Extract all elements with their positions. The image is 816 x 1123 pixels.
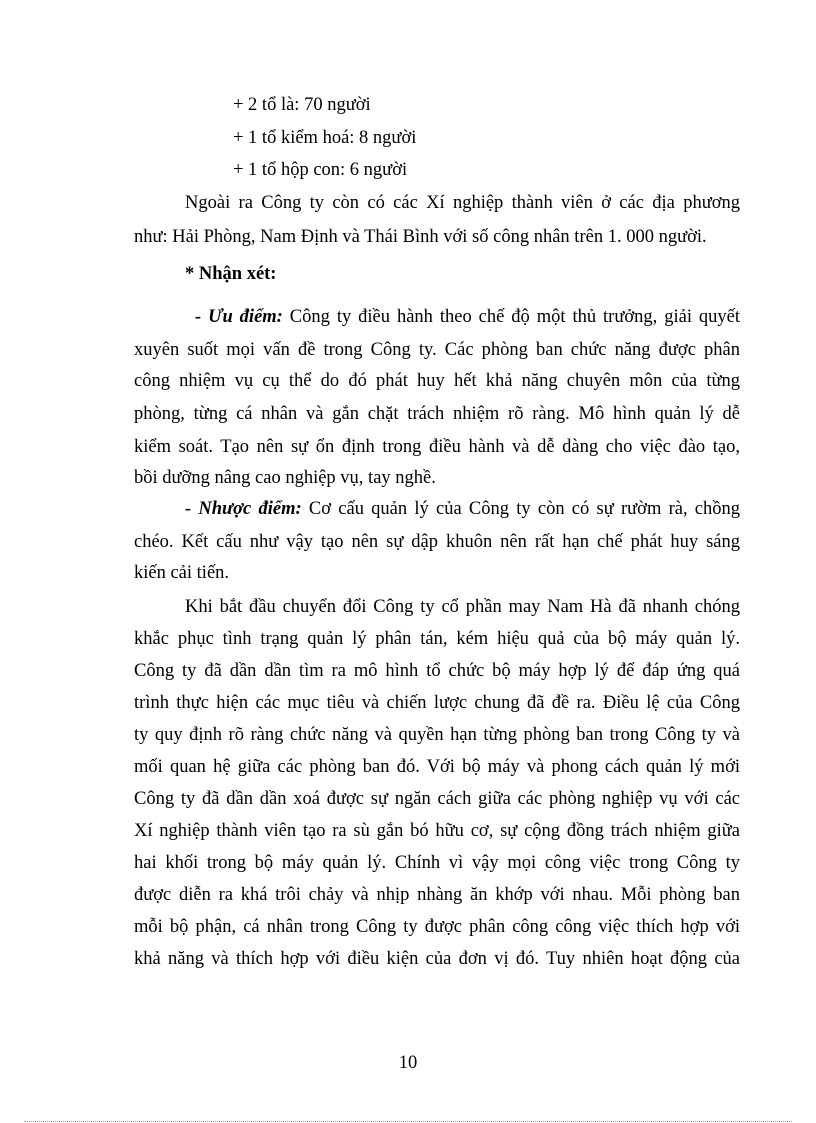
remark-heading: * Nhận xét: xyxy=(185,264,277,284)
advantage-label: - Ưu điểm: xyxy=(195,307,283,327)
paragraph-line: Công ty đã dần dần tìm ra mô hình tổ chức bộ máy hợp lý để đáp ứng quá xyxy=(134,661,740,681)
list-item: + 1 tổ hộp con: 6 người xyxy=(233,160,408,180)
paragraph-line: công nhiệm vụ cụ thể do đó phát huy hết khả năng chuyên môn của từng xyxy=(134,371,740,391)
paragraph-line: Công ty đã dần dần xoá được sự ngăn cách giữa các phòng nghiệp vụ với các xyxy=(134,789,740,809)
advantage-first-line xyxy=(195,306,740,328)
paragraph-line: như: Hải Phòng, Nam Định và Thái Bình với số công nhân trên 1. 000 người. xyxy=(134,227,707,247)
disadvantage-first-line xyxy=(185,498,740,520)
paragraph-line: Khi bắt đầu chuyển đổi Công ty cổ phần may Nam Hà đã nhanh chóng xyxy=(185,597,740,617)
paragraph-line: khả năng và thích hợp với điều kiện của đơn vị đó. Tuy nhiên hoạt động của xyxy=(134,949,740,969)
list-item: + 2 tổ là: 70 người xyxy=(233,95,371,115)
page-edge-divider xyxy=(24,1121,792,1122)
paragraph-line: Ngoài ra Công ty còn có các Xí nghiệp thành viên ở các địa phương xyxy=(185,193,740,213)
paragraph-line: ty quy định rõ ràng chức năng và quyền hạn từng phòng ban trong Công ty và xyxy=(134,725,740,745)
paragraph-line: bồi dưỡng nâng cao nghiệp vụ, tay nghề. xyxy=(134,468,436,488)
paragraph-line: mối quan hệ giữa các phòng ban đó. Với bộ máy và phong cách quản lý mới xyxy=(134,757,740,777)
paragraph-line: trình thực hiện các mục tiêu và chiến lược chung đã đề ra. Điều lệ của Công xyxy=(134,693,740,713)
paragraph-line: mỗi bộ phận, cá nhân trong Công ty được phân công công việc thích hợp với xyxy=(134,917,740,937)
list-item: + 1 tổ kiểm hoá: 8 người xyxy=(233,128,417,148)
paragraph-line: kiểm soát. Tạo nên sự ổn định trong điều hành và dễ dàng cho việc đào tạo, xyxy=(134,437,740,457)
paragraph-line: kiến cải tiến. xyxy=(134,563,230,583)
paragraph-line: phòng, từng cá nhân và gắn chặt trách nhiệm rõ ràng. Mô hình quản lý dễ xyxy=(134,404,740,424)
disadvantage-text: Cơ cấu quản lý của Công ty còn có sự rườm rà, chồng xyxy=(301,499,741,519)
paragraph-line: xuyên suốt mọi vấn đề trong Công ty. Các phòng ban chức năng được phân xyxy=(134,340,740,360)
page-number: 10 xyxy=(398,1053,418,1073)
paragraph-line: khắc phục tình trạng quản lý phân tán, kém hiệu quả của bộ máy quản lý. xyxy=(134,629,740,649)
advantage-text: Công ty điều hành theo chế độ một thủ trưởng, giải quyết xyxy=(282,307,741,327)
paragraph-line: hai khối trong bộ máy quản lý. Chính vì vậy mọi công việc trong Công ty xyxy=(134,853,740,873)
disadvantage-label: - Nhược điểm: xyxy=(185,499,302,519)
paragraph-line: chéo. Kết cấu như vậy tạo nên sự dập khuôn nên rất hạn chế phát huy sáng xyxy=(134,532,740,552)
paragraph-line: được diễn ra khá trôi chảy và nhịp nhàng ăn khớp với nhau. Mỗi phòng ban xyxy=(134,885,740,905)
paragraph-line: Xí nghiệp thành viên tạo ra sù gắn bó hữu cơ, sự cộng đồng trách nhiệm giữa xyxy=(134,821,740,841)
